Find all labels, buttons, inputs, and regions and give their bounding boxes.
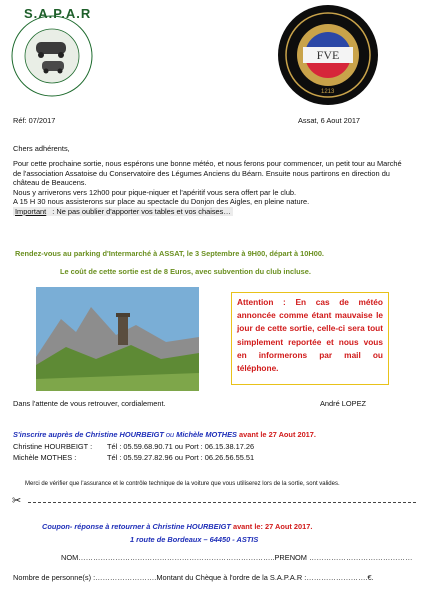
svg-text:FVE: FVE	[316, 48, 340, 62]
coupon-deadline: avant le: 27 Aout 2017.	[230, 522, 313, 531]
contact-1-name: Christine HOURBEIGT :	[13, 442, 93, 451]
chateau-photo	[36, 287, 199, 391]
insurance-notice: Merci de vérifier que l'assurance et le contrôle technique de la voiture que vous utiliserez lors de la sortie, sont valides.	[25, 481, 340, 487]
place-date: Assat, 6 Aout 2017	[298, 116, 361, 125]
inscription-b: ou	[163, 430, 177, 439]
important-text: : Ne pas oublier d'apporter vos tables et vos chaises…	[50, 206, 231, 216]
attention-text: Attention : En cas de météo annoncée comme étant mauvaise le jour de cette sortie, celle-ci sera tout simplement reportée et nous vous en informerons par mail ou téléphone.	[237, 297, 383, 374]
signature: André LOPEZ	[320, 399, 367, 408]
contact-1-tel: Tél : 05.59.68.90.71 ou Port : 06.15.38.17.26	[107, 442, 255, 451]
inscription-a: S'inscrire auprès de Christine HOURBEIGT	[13, 430, 164, 439]
paragraph-3: A 15 H 30 nous assisterons sur place au spectacle du Donjon des Aigles, en pleine nature.	[13, 197, 310, 207]
inscription-c: Michèle MOTHES	[176, 430, 237, 439]
coupon-return: Coupon- réponse à retourner à Christine HOURBEIGT	[42, 522, 231, 531]
ffve-logo-year: 1213	[321, 89, 335, 95]
important-note	[13, 207, 405, 217]
scissors-icon: ✂	[12, 495, 22, 507]
contact-2	[13, 453, 413, 463]
greeting: Chers adhérents,	[13, 144, 70, 153]
paragraph-1: Pour cette prochaine sortie, nous espérons une bonne météo, et nous ferons pour commencer, un petit tour au Marché de l'association Assatoise du Conservatoire des Légumes Anciens du Béarn. Ensuite nous partirons en direction du château de Beaucens.	[13, 159, 402, 188]
contact-2-tel: Tél : 05.59.27.82.96 ou Port : 06.26.56.55.51	[107, 453, 255, 462]
count-field-line[interactable]: Nombre de personne(s) :…………………….Montant du Chèque à l'ordre de la S.A.P.A.R :…………………….€.	[13, 573, 374, 582]
inscription-line	[13, 430, 316, 440]
important-label: Important	[15, 206, 47, 216]
reference: Réf: 07/2017	[13, 116, 56, 125]
cost-info: Le coût de cette sortie est de 8 Euros, avec subvention du club incluse.	[60, 267, 311, 276]
coupon-line-1	[42, 522, 312, 532]
contact-2-name: Michèle MOTHES :	[13, 453, 77, 462]
ffve-logo	[273, 3, 383, 107]
contact-1	[13, 442, 413, 452]
body-paragraph	[13, 159, 405, 217]
inscription-deadline: avant le 27 Aout 2017.	[236, 430, 316, 439]
name-field-line[interactable]: NOM……………………………………………………………………..PRENOM ……………………………………	[61, 553, 413, 562]
closing: Dans l'attente de vous retrouver, cordialement.	[13, 399, 166, 408]
attention-box	[231, 292, 389, 385]
sapar-logo	[4, 6, 100, 98]
paragraph-2: Nous y arriverons vers 12h00 pour pique-niquer et l'apéritif vous sera offert par le club.	[13, 187, 297, 197]
rendezvous: Rendez-vous au parking d'Intermarché à ASSAT, le 3 Septembre à 9H00, départ à 10H00.	[15, 249, 324, 258]
sapar-logo-title: S.A.P.A.R	[24, 6, 92, 21]
cut-line	[28, 502, 416, 503]
coupon-address: 1 route de Bordeaux – 64450 - ASTIS	[130, 535, 259, 544]
